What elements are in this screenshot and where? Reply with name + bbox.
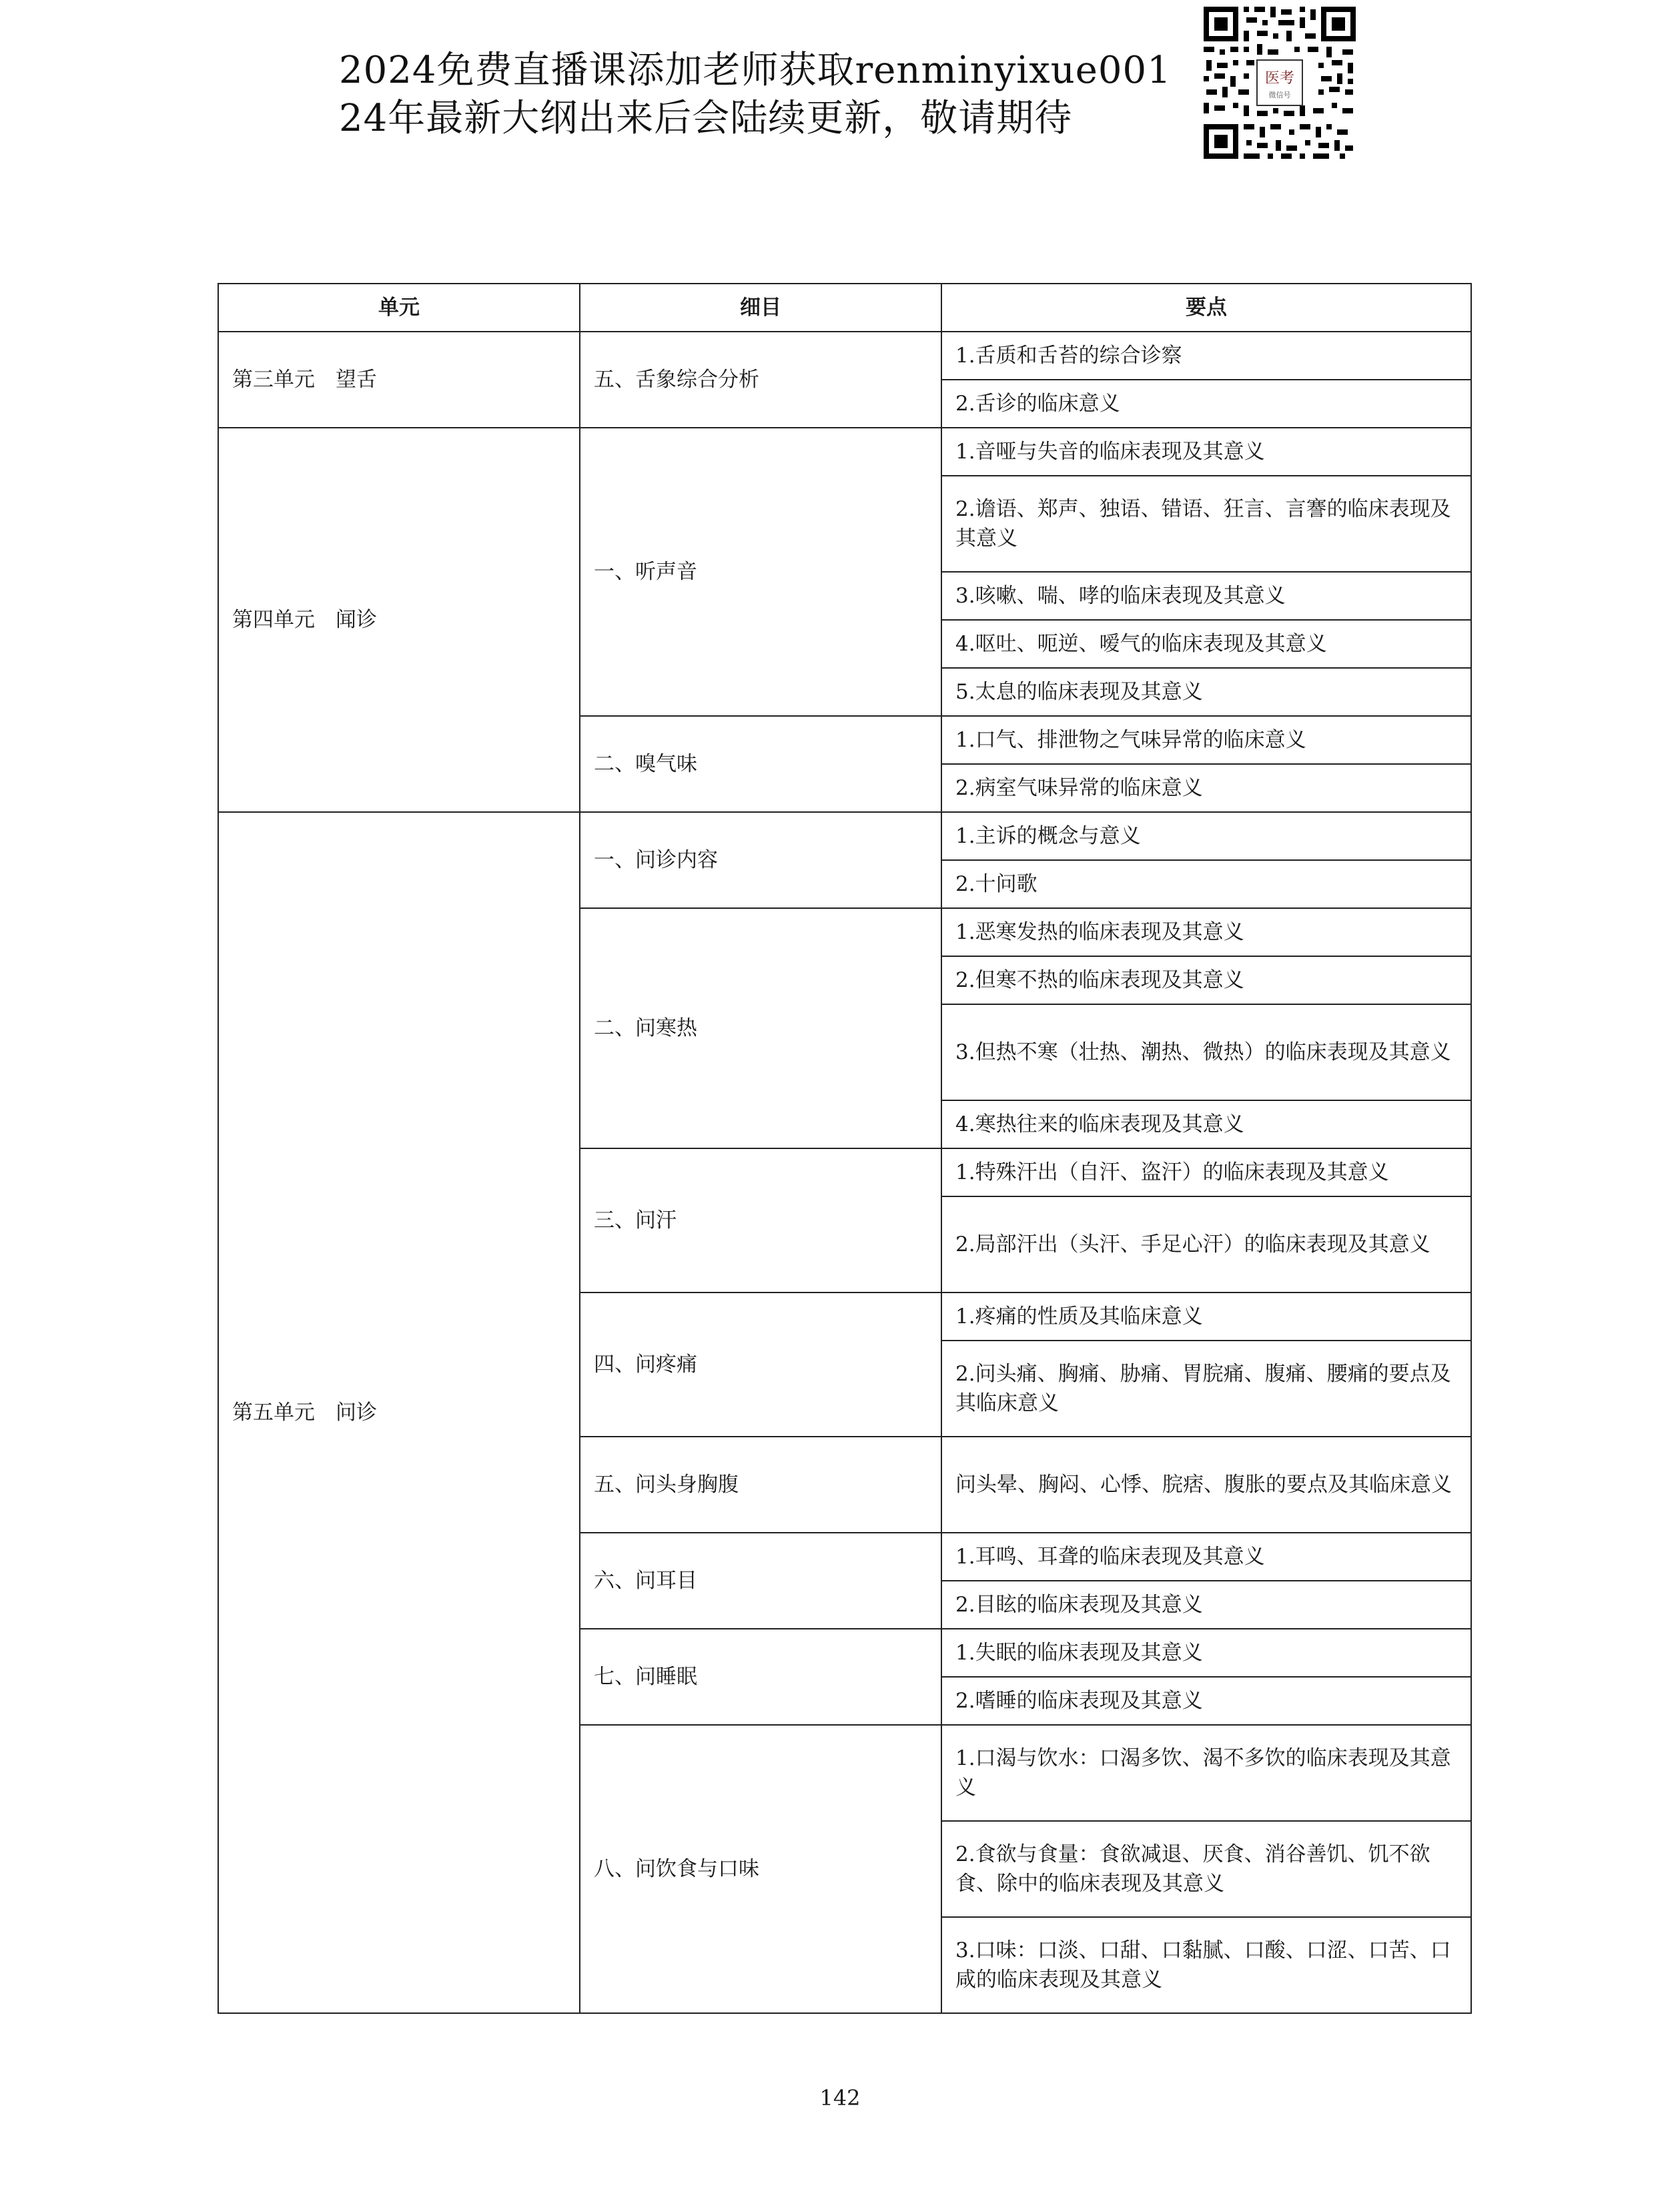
point-cell: 2.目眩的临床表现及其意义 [941, 1581, 1471, 1629]
point-cell: 2.局部汗出（头汗、手足心汗）的临床表现及其意义 [941, 1196, 1471, 1293]
point-cell: 1.音哑与失音的临床表现及其意义 [941, 428, 1471, 476]
header-points: 要点 [941, 284, 1471, 332]
point-cell: 4.寒热往来的临床表现及其意义 [941, 1100, 1471, 1148]
item-cell: 七、问睡眠 [580, 1629, 941, 1725]
table-header-row [218, 284, 1471, 332]
point-cell: 2.但寒不热的临床表现及其意义 [941, 956, 1471, 1004]
svg-text:微信号: 微信号 [1268, 91, 1291, 99]
point-cell: 3.咳嗽、喘、哮的临床表现及其意义 [941, 572, 1471, 620]
point-cell: 1.舌质和舌苔的综合诊察 [941, 332, 1471, 380]
item-cell: 八、问饮食与口味 [580, 1725, 941, 2013]
point-cell: 2.问头痛、胸痛、胁痛、胃脘痛、腹痛、腰痛的要点及其临床意义 [941, 1341, 1471, 1437]
item-cell: 三、问汗 [580, 1148, 941, 1293]
item-cell: 一、听声音 [580, 428, 941, 716]
header-item: 细目 [580, 284, 941, 332]
point-cell: 3.但热不寒（壮热、潮热、微热）的临床表现及其意义 [941, 1004, 1471, 1100]
point-cell: 3.口味：口淡、口甜、口黏腻、口酸、口涩、口苦、口咸的临床表现及其意义 [941, 1917, 1471, 2013]
syllabus-table [218, 283, 1472, 2014]
point-cell: 2.嗜睡的临床表现及其意义 [941, 1677, 1471, 1725]
item-cell: 二、问寒热 [580, 908, 941, 1148]
promo-banner [339, 47, 1172, 143]
point-cell: 2.病室气味异常的临床意义 [941, 764, 1471, 812]
point-cell: 问头晕、胸闷、心悸、脘痞、腹胀的要点及其临床意义 [941, 1437, 1471, 1533]
header-unit: 单元 [218, 284, 580, 332]
unit-cell: 第四单元 闻诊 [218, 428, 580, 812]
table-row [218, 812, 1471, 860]
page-number: 142 [819, 2085, 861, 2111]
point-cell: 2.十问歌 [941, 860, 1471, 908]
table-row [218, 332, 1471, 380]
svg-text:医考: 医考 [1264, 70, 1295, 87]
qr-code [1201, 4, 1358, 161]
point-cell: 2.舌诊的临床意义 [941, 380, 1471, 428]
unit-cell: 第三单元 望舌 [218, 332, 580, 428]
table-row [218, 428, 1471, 476]
point-cell: 2.谵语、郑声、独语、错语、狂言、言謇的临床表现及其意义 [941, 476, 1471, 572]
item-cell: 四、问疼痛 [580, 1293, 941, 1437]
point-cell: 1.恶寒发热的临床表现及其意义 [941, 908, 1471, 956]
point-cell: 1.主诉的概念与意义 [941, 812, 1471, 860]
item-cell: 六、问耳目 [580, 1533, 941, 1629]
point-cell: 2.食欲与食量：食欲减退、厌食、消谷善饥、饥不欲食、除中的临床表现及其意义 [941, 1821, 1471, 1917]
point-cell: 1.特殊汗出（自汗、盗汗）的临床表现及其意义 [941, 1148, 1471, 1196]
point-cell: 5.太息的临床表现及其意义 [941, 668, 1471, 716]
point-cell: 1.口渴与饮水：口渴多饮、渴不多饮的临床表现及其意义 [941, 1725, 1471, 1821]
item-cell: 五、舌象综合分析 [580, 332, 941, 428]
promo-line-2: 24年最新大纲出来后会陆续更新，敬请期待 [339, 97, 1073, 140]
point-cell: 1.疼痛的性质及其临床意义 [941, 1293, 1471, 1341]
unit-cell: 第五单元 问诊 [218, 812, 580, 2013]
point-cell: 1.口气、排泄物之气味异常的临床意义 [941, 716, 1471, 764]
item-cell: 五、问头身胸腹 [580, 1437, 941, 1533]
promo-line-1: 2024免费直播课添加老师获取renminyixue001 [339, 49, 1172, 92]
point-cell: 4.呕吐、呃逆、嗳气的临床表现及其意义 [941, 620, 1471, 668]
point-cell: 1.失眠的临床表现及其意义 [941, 1629, 1471, 1677]
item-cell: 一、问诊内容 [580, 812, 941, 908]
point-cell: 1.耳鸣、耳聋的临床表现及其意义 [941, 1533, 1471, 1581]
item-cell: 二、嗅气味 [580, 716, 941, 812]
